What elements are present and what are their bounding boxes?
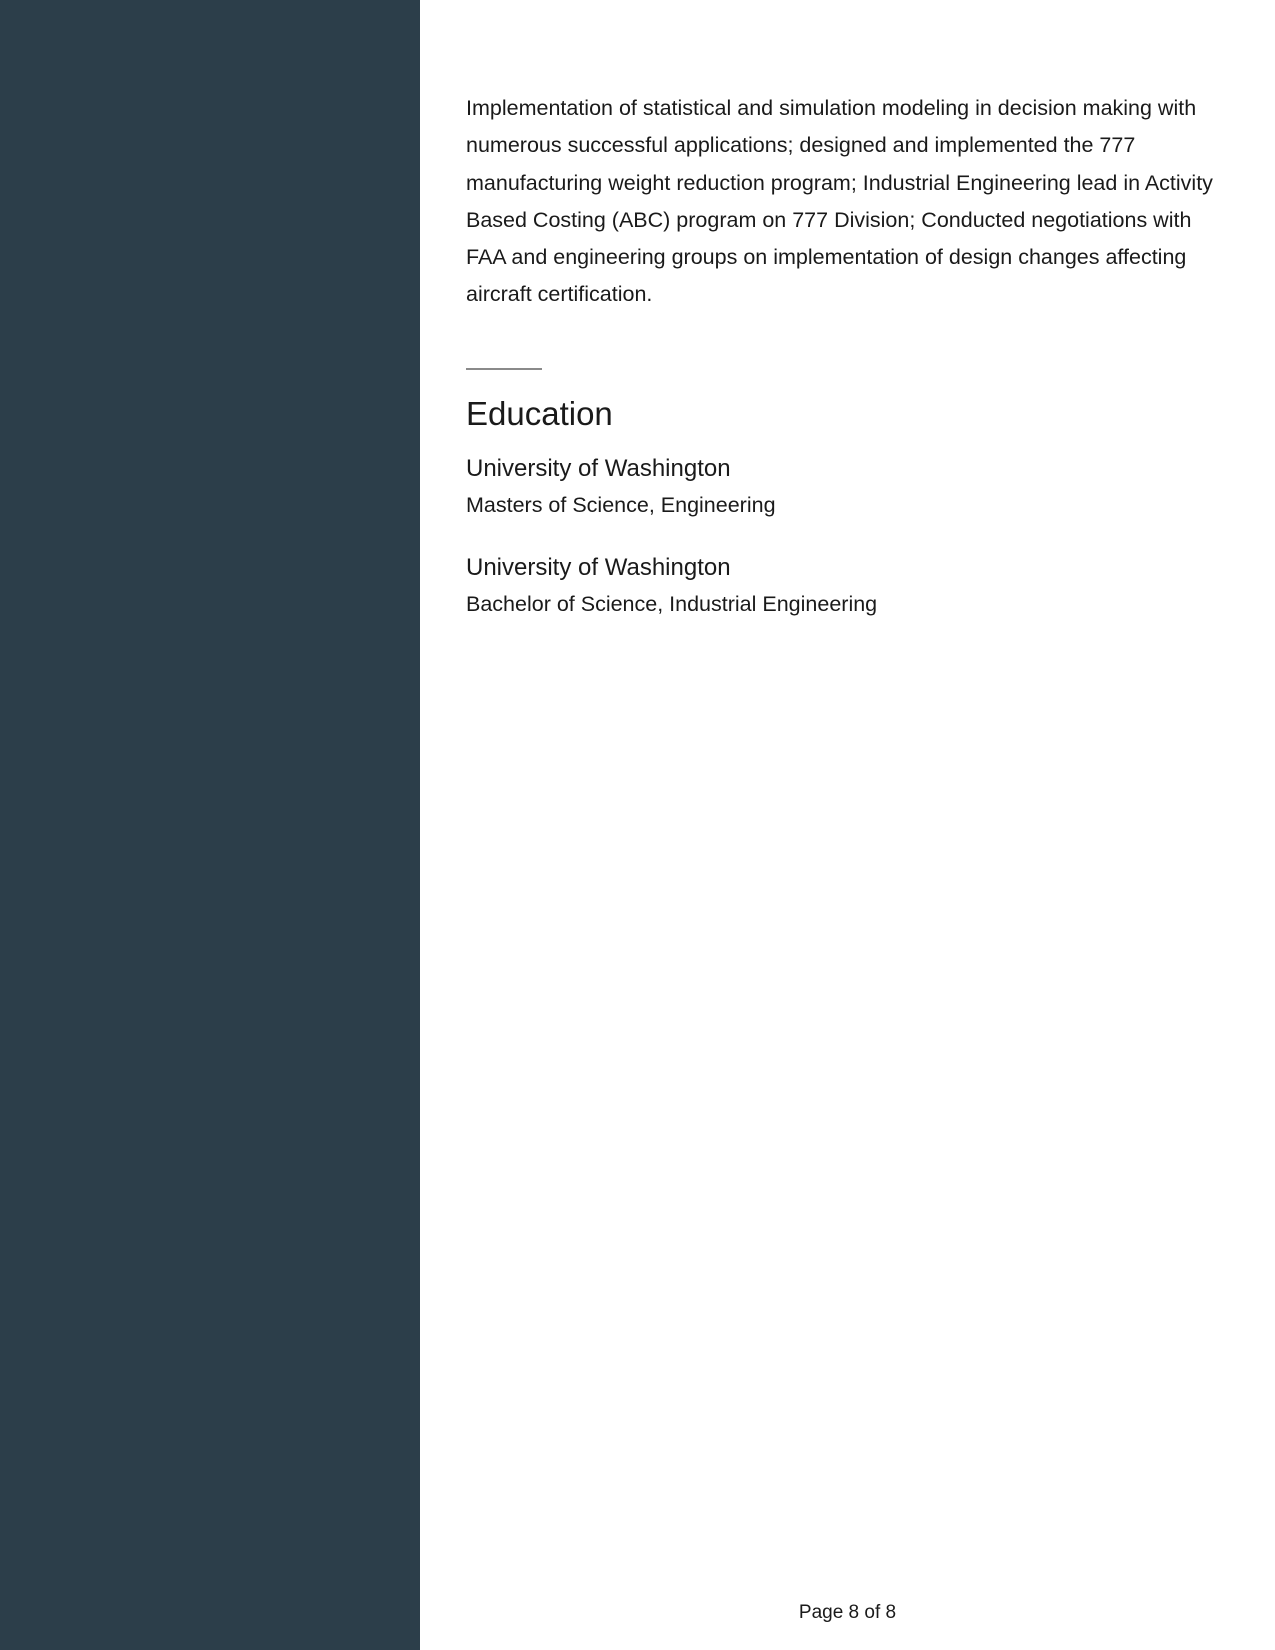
education-school: University of Washington	[466, 454, 731, 482]
education-entry	[466, 553, 1236, 618]
education-school: University of Washington	[466, 553, 731, 581]
education-degree: Masters of Science, Engineering	[466, 492, 776, 517]
education-heading: Education	[466, 394, 613, 432]
section-divider	[466, 368, 542, 370]
education-degree: Bachelor of Science, Industrial Engineering	[466, 591, 878, 616]
sidebar-panel	[0, 0, 420, 1650]
education-entry	[466, 454, 1236, 519]
main-content	[466, 90, 1236, 618]
experience-summary: Implementation of statistical and simulation modeling in decision making with numerous successful applications; designed and implemented the 777 manufacturing weight reduction program; Industrial Engineering lead in Activity Based Costing (ABC) program on 777 Division; Conducted negotiations with FAA and engineering groups on implementation of design changes affecting aircraft certification.	[466, 96, 1213, 307]
page-number: Page 8 of 8	[798, 1602, 897, 1623]
